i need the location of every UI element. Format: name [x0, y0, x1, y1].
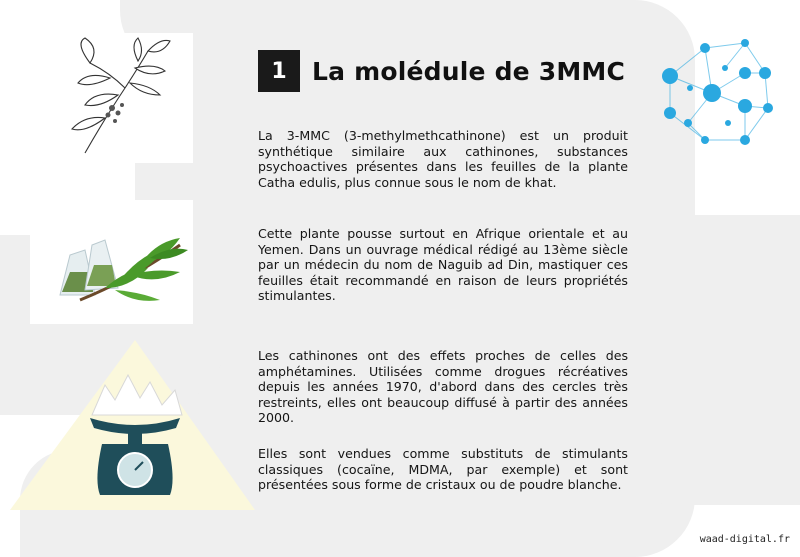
- khat-plant-illustration: [30, 33, 193, 163]
- paragraph-plant: Cette plante pousse surtout en Afrique orientale et au Yemen. Dans un ouvrage médical rédigé au 13ème siècle par un médecin du nom de Naguib ad Din, mastiquer ces feuilles était recommandé en raison de leurs propriétés stimulantes.: [258, 226, 628, 303]
- scale-icon: [10, 340, 255, 515]
- section-header: [258, 50, 625, 92]
- section-number: 1: [258, 50, 300, 92]
- leaves-icon: [30, 200, 193, 324]
- watermark: waad-digital.fr: [699, 534, 790, 545]
- scale-illustration: [10, 340, 255, 515]
- paragraph-intro: La 3-MMC (3-methylmethcathinone) est un produit synthétique similaire aux cathinones, substances psychoactives présentes dans les feuilles de la plante Catha edulis, plus connue sous le nom de khat.: [258, 128, 628, 190]
- paragraph-forms: Elles sont vendues comme substituts de stimulants classiques (cocaïne, MDMA, par exemple) et sont présentées sous forme de cristaux ou de poudre blanche.: [258, 446, 628, 492]
- plant-sketch-icon: [30, 33, 193, 163]
- bags-and-leaves-illustration: [30, 200, 193, 324]
- section-title: La molédule de 3MMC: [312, 56, 626, 86]
- network-icon: [650, 28, 780, 158]
- paragraph-effects: Les cathinones ont des effets proches de celles des amphétamines. Utilisées comme drogues récréatives depuis les années 1970, d'abord dans des cercles très restreints, elles ont beaucoup diffusé à partir des années 2000.: [258, 348, 628, 425]
- molecule-network-illustration: [650, 28, 780, 158]
